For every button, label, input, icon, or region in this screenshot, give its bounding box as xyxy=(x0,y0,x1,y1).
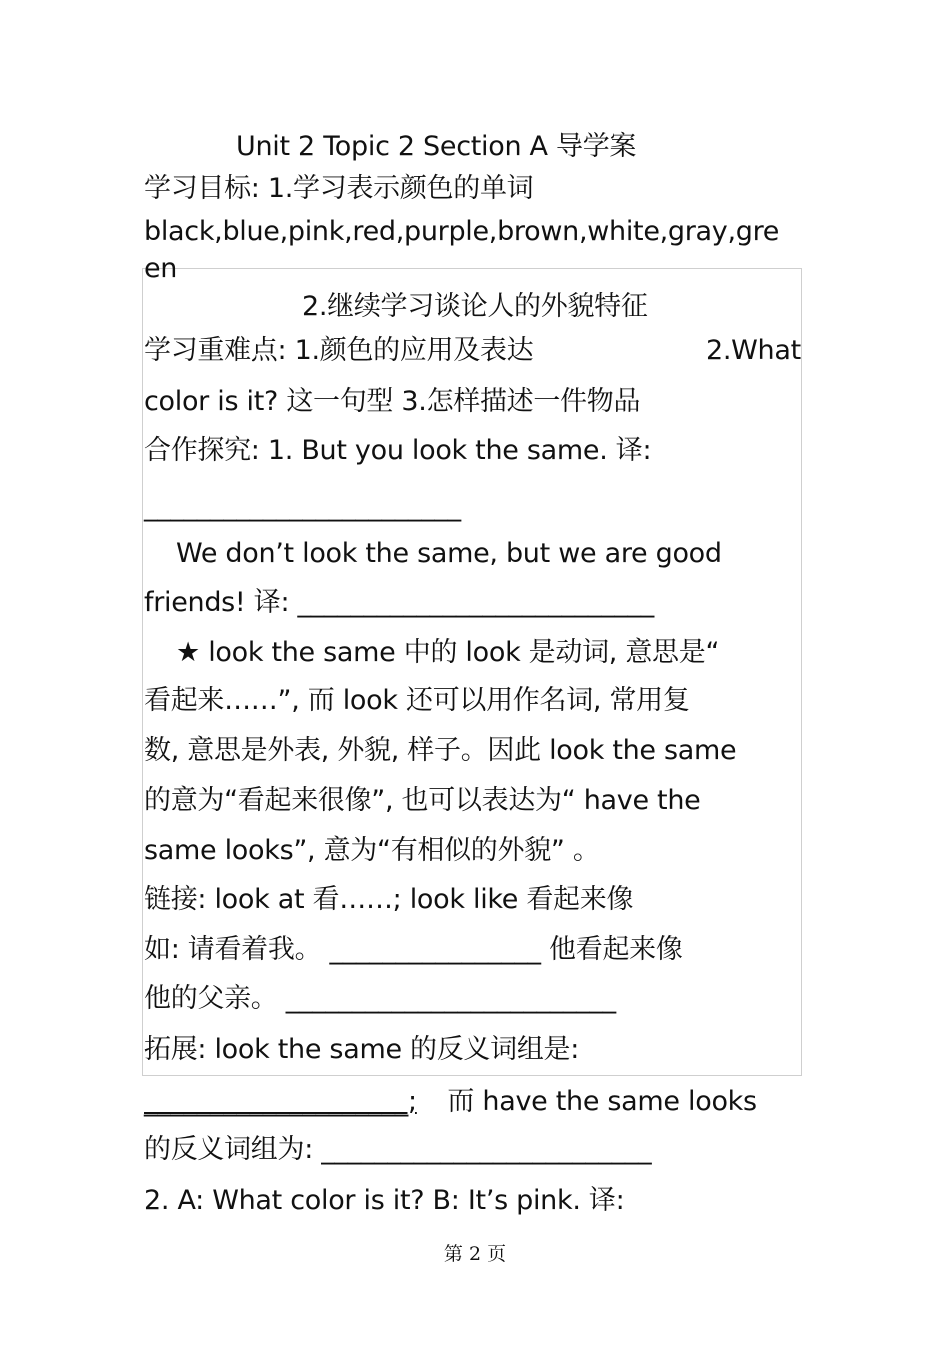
objectives-line-3: en xyxy=(144,253,178,284)
cooperation-line-3: friends! 译: ___________________________ xyxy=(144,587,654,618)
question-2: 2. A: What color is it? B: It’s pink. 译: xyxy=(144,1185,625,1216)
link-line-2: 如: 请看着我。 ________________ 他看起来像 xyxy=(144,934,683,965)
objectives-line-1: 学习目标: 1.学习表示颜色的单词 xyxy=(144,173,534,204)
note-line-5: same looks”, 意为“有相似的外貌” 。 xyxy=(144,835,600,866)
note-line-1: ★ look the same 中的 look 是动词, 意思是“ xyxy=(176,637,720,668)
link-line-3: 他的父亲。 _________________________ xyxy=(144,983,616,1014)
key-points-line-1: 学习重难点: 1.颜色的应用及表达 xyxy=(144,335,534,366)
cooperation-line-2: We don’t look the same, but we are good xyxy=(176,538,722,569)
extension-text: 而 have the same looks xyxy=(447,1086,757,1117)
cooperation-line-1: 合作探究: 1. But you look the same. 译: xyxy=(144,435,652,466)
key-points-line-1-end: 2.What xyxy=(706,335,801,366)
link-line-1: 链接: look at 看……; look like 看起来像 xyxy=(144,884,634,915)
objectives-line-4: 2.继续学习谈论人的外貌特征 xyxy=(302,291,648,322)
page-footer: 第 2 页 xyxy=(443,1243,507,1265)
note-line-2: 看起来……”, 而 look 还可以用作名词, 常用复 xyxy=(144,685,690,716)
note-line-4: 的意为“看起来很像”, 也可以表达为“ have the xyxy=(144,785,701,816)
key-points-line-2: color is it? 这一句型 3.怎样描述一件物品 xyxy=(144,386,641,417)
note-line-3: 数, 意思是外表, 外貌, 样子。因此 look the same xyxy=(144,735,737,766)
objectives-line-2: black,blue,pink,red,purple,brown,white,gray,gre xyxy=(144,216,780,247)
page-title: Unit 2 Topic 2 Section A 导学案 xyxy=(236,131,637,162)
extension-line-1: 拓展: look the same 的反义词组是: xyxy=(144,1034,580,1065)
answer-blank-1: ________________________ xyxy=(144,491,461,522)
extension-blank: ____________________; xyxy=(144,1086,417,1117)
extension-line-3: 的反义词组为: _________________________ xyxy=(144,1134,652,1165)
extension-line-2 xyxy=(144,1085,757,1119)
